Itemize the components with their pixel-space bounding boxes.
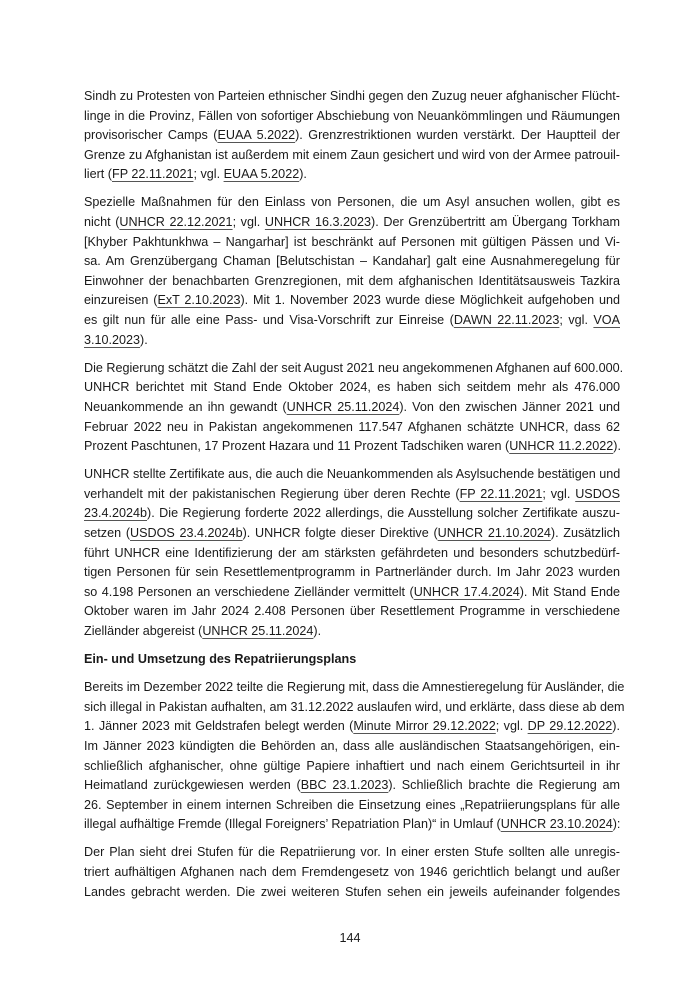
text-segment: es gilt nun für alle eine Pass- und Visa-Vorschrift zur Einreise (: [84, 313, 454, 328]
text-segment: so 4.198 Personen an verschiedene Zielländer vermittelt (: [84, 584, 414, 599]
text-line: [84, 815, 620, 835]
text-line: [84, 165, 620, 185]
text-line: [84, 883, 620, 903]
text-line: [84, 796, 620, 816]
text-line: [84, 737, 620, 757]
paragraph: [84, 843, 620, 902]
citation-link[interactable]: DP 29.12.2022: [527, 719, 613, 734]
text-segment: ; vgl.: [193, 167, 224, 182]
text-line: [84, 272, 620, 292]
paragraph: [84, 678, 625, 835]
citation-link[interactable]: DAWN 22.11.2023: [453, 313, 560, 328]
text-segment: UNHCR stellte Zertifikate aus, die auch die Neuankommenden als Asylsuchende bestätigen und: [84, 467, 621, 482]
page-number: 144: [339, 931, 361, 945]
text-line: [84, 291, 620, 311]
text-segment: ). Von den zwischen Jänner 2021 und: [399, 399, 620, 414]
text-segment: Einwohner der benachbarten Grenzregionen, mit dem afghanischen Identitätsausweis Tazkira: [84, 273, 620, 288]
document-body: [84, 87, 625, 911]
citation-link[interactable]: FP 22.11.2021: [459, 486, 543, 501]
text-segment: Spezielle Maßnahmen für den Einlass von Personen, die um Asyl ansuchen wollen, gibt es: [84, 195, 620, 210]
text-segment: ).: [613, 439, 621, 454]
text-line: [84, 437, 620, 457]
text-segment: ). Schließlich brachte die Regierung am: [388, 778, 621, 793]
text-line: [84, 331, 620, 351]
citation-link[interactable]: UNHCR 25.11.2024: [202, 623, 314, 638]
text-segment: verhandelt mit der pakistanischen Regierung über deren Rechte (: [84, 486, 460, 501]
text-line: [84, 252, 620, 272]
text-segment: ). UNHCR folgte dieser Direktive (: [242, 525, 438, 540]
citation-link[interactable]: EUAA 5.2022: [223, 167, 300, 182]
text-segment: Bereits im Dezember 2022 teilte die Regierung mit, dass die Amnestieregelung für Ausländer, die: [84, 680, 625, 695]
citation-link[interactable]: FP 22.11.2021: [112, 167, 194, 182]
citation-link[interactable]: 3.10.2023: [84, 332, 141, 347]
text-line: [84, 776, 620, 796]
text-segment: Grenze zu Afghanistan ist außerdem mit einem Zaun gesichert und wird von der Armee patrouil-: [84, 147, 620, 162]
text-segment: Sindh zu Protesten von Parteien ethnischer Sindhi gegen den Zuzug neuer afghanischer Flücht-: [84, 89, 620, 103]
text-line: [84, 311, 620, 331]
text-line: [84, 485, 620, 505]
citation-link[interactable]: EUAA 5.2022: [217, 128, 296, 143]
text-segment: [Khyber Pakhtunkhwa – Nangarhar] ist beschränkt auf Personen mit gültigen Pässen und Vi-: [84, 234, 620, 249]
text-segment: ). Zusätzlich: [550, 525, 620, 540]
text-segment: ; vgl.: [495, 719, 528, 734]
text-line: [84, 398, 620, 418]
citation-link[interactable]: UNHCR 11.2.2022: [509, 439, 614, 454]
text-segment: ). Die Regierung forderte 2022 allerdings, die Ausstellung solcher Zertifikate auszu-: [147, 506, 620, 521]
text-segment: ; vgl.: [559, 313, 594, 328]
text-segment: einzureisen (: [84, 293, 158, 308]
text-line: [84, 126, 620, 146]
citation-link[interactable]: UNHCR 17.4.2024: [413, 584, 520, 599]
text-line: [84, 843, 620, 863]
text-segment: ).: [612, 719, 620, 734]
text-line: [84, 563, 620, 583]
citation-link[interactable]: UNHCR 25.11.2024: [286, 399, 400, 414]
text-line: [84, 524, 620, 544]
text-segment: UNHCR berichtet mit Stand Ende Oktober 2024, es haben sich seitdem mehr als 476.000: [84, 380, 620, 395]
text-segment: Heimatland zurückgewiesen werden (: [84, 778, 301, 793]
citation-link[interactable]: UNHCR 16.3.2023: [264, 215, 372, 230]
text-segment: sa. Am Grenzübergang Chaman [Belutschistan – Kandahar] galt eine Ausnahmeregelung für: [84, 254, 620, 269]
text-line: [84, 622, 620, 642]
text-line: [84, 602, 620, 622]
paragraph: [84, 359, 624, 457]
citation-link[interactable]: USDOS 23.4.2024b: [130, 525, 243, 540]
text-segment: illegal aufhältige Fremde (Illegal Foreigners’ Repatriation Plan)“ in Umlauf (: [84, 817, 501, 832]
text-segment: 1. Jänner 2023 mit Geldstrafen belegt werden (: [84, 719, 354, 734]
text-segment: ). Grenzrestriktionen wurden verstärkt. Der Hauptteil der: [295, 128, 620, 143]
citation-link[interactable]: UNHCR 22.12.2021: [119, 215, 233, 230]
text-line: [84, 583, 620, 603]
section-heading: Ein- und Umsetzung des Repatriierungsplans: [84, 652, 357, 667]
text-segment: Prozent Paschtunen, 17 Prozent Hazara und 11 Prozent Tadschiken waren (: [84, 439, 510, 454]
text-line: [84, 544, 620, 564]
text-segment: Im Jänner 2023 kündigten die Behörden an, dass alle ausländischen Staatsangehörigen, ein-: [84, 738, 620, 753]
text-segment: ).: [140, 332, 148, 347]
text-line: [84, 504, 620, 524]
text-segment: Neuankommende an ihn gewandt (: [84, 399, 287, 414]
text-segment: Februar 2022 neu in Pakistan angekommenen 117.547 Afghanen schätzte UNHCR, dass 62: [84, 419, 620, 434]
text-segment: triert aufhältigen Afghanen nach dem Fremdengesetz von 1946 gerichtlich belangt und außer: [84, 864, 620, 879]
text-segment: ). Der Grenzübertritt am Übergang Torkham: [371, 215, 620, 230]
text-segment: setzen (: [84, 525, 131, 540]
text-line: [84, 418, 620, 438]
paragraph: [84, 193, 620, 350]
text-line: [84, 465, 620, 485]
text-segment: ).: [313, 623, 322, 638]
citation-link[interactable]: USDOS: [575, 486, 620, 501]
paragraph: [84, 87, 620, 185]
citation-link[interactable]: UNHCR 23.10.2024: [500, 817, 613, 832]
text-segment: ). Mit 1. November 2023 wurde diese Möglichkeit aufgehoben und: [240, 293, 621, 308]
paragraph: [84, 465, 620, 641]
text-line: [84, 213, 620, 233]
text-line: [84, 863, 620, 883]
text-segment: Der Plan sieht drei Stufen für die Repatriierung vor. In einer ersten Stufe sollten alle unregis-: [84, 845, 620, 860]
text-segment: Zielländer abgereist (: [84, 623, 203, 638]
text-line: [84, 698, 625, 718]
text-segment: führt UNHCR eine Identifizierung der am stärksten gefährdeten und besonders schutzbedürf-: [84, 545, 620, 560]
text-line: [84, 359, 624, 379]
text-line: [84, 107, 620, 127]
text-segment: ). Mit Stand Ende: [519, 584, 620, 599]
text-line: [84, 87, 620, 107]
citation-link[interactable]: UNHCR 21.10.2024: [437, 525, 551, 540]
text-segment: ; vgl.: [542, 486, 576, 501]
text-segment: schließlich afghanischer, ohne gültige Papiere inhaftiert und nach einem Gerichtsurteil in ihr: [84, 758, 620, 773]
text-line: [84, 678, 625, 698]
text-line: [84, 193, 620, 213]
text-segment: Oktober waren im Jahr 2024 2.408 Personen über Resettlement Programme in verschiedene: [84, 604, 620, 619]
citation-link[interactable]: 23.4.2024b: [84, 506, 148, 521]
text-line: [84, 757, 620, 777]
text-segment: provisorischer Camps (: [84, 128, 218, 143]
citation-link[interactable]: Minute Mirror 29.12.2022: [353, 719, 496, 734]
text-segment: 26. September in einem internen Schreiben die Einsetzung eines „Repatriierungsplans für alle: [84, 797, 620, 812]
text-segment: Die Regierung schätzt die Zahl der seit August 2021 neu angekommenen Afghanen auf 600.000.: [84, 360, 624, 375]
text-line: [84, 146, 620, 166]
text-line: [84, 233, 620, 253]
text-line: [84, 378, 620, 398]
text-segment: linge in die Provinz, Fällen von sofortiger Abschiebung von Neuankömmlingen und Räumungen: [84, 108, 620, 123]
text-segment: ).: [299, 167, 307, 182]
citation-link[interactable]: VOA: [593, 313, 620, 328]
text-segment: tigen Personen für sein Resettlementprogramm in Partnerländer durch. Im Jahr 2023 wurden: [84, 565, 620, 580]
text-segment: ):: [612, 817, 621, 832]
citation-link[interactable]: BBC 23.1.2023: [300, 778, 389, 793]
text-segment: ; vgl.: [232, 215, 265, 230]
text-segment: sich illegal in Pakistan aufhalten, am 31.12.2022 auslaufen wird, und erklärte, dass diese ab dem: [84, 699, 625, 714]
text-segment: liert (: [84, 167, 112, 182]
text-segment: Landes gebracht werden. Die zwei weiteren Stufen sehen ein jeweils aufeinander folgendes: [84, 884, 620, 899]
text-line: [84, 717, 620, 737]
citation-link[interactable]: ExT 2.10.2023: [157, 293, 241, 308]
text-segment: nicht (: [84, 215, 120, 230]
